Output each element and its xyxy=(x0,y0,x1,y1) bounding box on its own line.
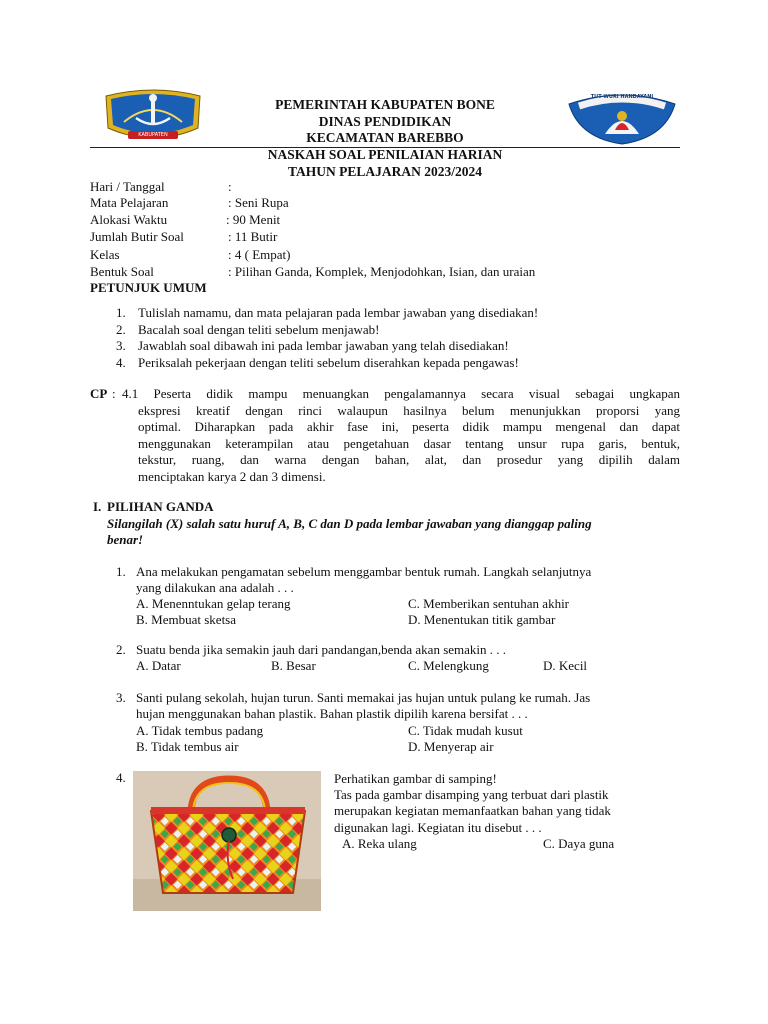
option-a[interactable]: A. Reka ulang xyxy=(342,836,417,851)
cp-colon: : xyxy=(112,386,116,401)
section-number: I. xyxy=(93,499,102,514)
cp-line: tekstur, ruang, dan warna dengan bahan, alat, dan prosedur yang dipilih dalam xyxy=(138,452,680,467)
option-a[interactable]: A. Datar xyxy=(136,658,181,673)
cp-line: 4.1 Peserta didik mampu menuangkan pengalamannya secara visual sebagai ungkapan xyxy=(122,386,680,401)
question-number: 1. xyxy=(116,564,126,579)
info-value: : 11 Butir xyxy=(228,229,278,244)
header-line-4: NASKAH SOAL PENILAIAN HARIAN xyxy=(267,147,503,162)
question-text: Santi pulang sekolah, hujan turun. Santi memakai jas hujan untuk pulang ke rumah. Jas xyxy=(136,690,591,705)
header-line-3: KECAMATAN BAREBBO xyxy=(306,130,464,145)
info-value: : 4 ( Empat) xyxy=(228,247,291,262)
info-label: Kelas xyxy=(90,247,120,262)
question-text: Perhatikan gambar di samping! xyxy=(334,771,497,786)
section-title: PILIHAN GANDA xyxy=(107,499,214,514)
option-a[interactable]: A. Menenntukan gelap terang xyxy=(136,596,291,611)
option-c[interactable]: C. Tidak mudah kusut xyxy=(408,723,523,738)
option-b[interactable]: B. Tidak tembus air xyxy=(136,739,239,754)
petunjuk-num: 4. xyxy=(116,355,126,370)
petunjuk-text: Jawablah soal dibawah ini pada lembar jawaban yang telah disediakan! xyxy=(138,338,509,353)
option-c[interactable]: C. Melengkung xyxy=(408,658,489,673)
cp-line: optimal. Diharapkan pada akhir fase ini, peserta didik mampu mengenal dan dapat xyxy=(138,419,680,434)
info-value: : Pilihan Ganda, Komplek, Menjodohkan, Isian, dan uraian xyxy=(228,264,536,279)
option-b[interactable]: B. Membuat sketsa xyxy=(136,612,237,627)
header-line-1: PEMERINTAH KABUPATEN BONE xyxy=(275,97,495,112)
info-value: : xyxy=(228,179,232,194)
question-number: 2. xyxy=(116,642,126,657)
cp-line: menggunakan keterampilan atau pengetahuan dasar tentang unsur rupa garis, bentuk, xyxy=(138,436,680,451)
right-logo-text: TUT WURI HANDAYANI xyxy=(590,94,654,100)
kabupaten-bone-logo xyxy=(100,88,206,144)
option-d[interactable]: D. Menyerap air xyxy=(408,739,494,754)
question-number: 3. xyxy=(116,690,126,705)
info-label: Jumlah Butir Soal xyxy=(90,229,184,244)
option-d[interactable]: D. Menentukan titik gambar xyxy=(408,612,556,627)
option-b[interactable]: B. Besar xyxy=(271,658,316,673)
info-value: : 90 Menit xyxy=(226,212,281,227)
question-text: hujan menggunakan bahan plastik. Bahan plastik dipilih karena bersifat . . . xyxy=(136,706,528,721)
header-line-5: TAHUN PELAJARAN 2023/2024 xyxy=(287,164,482,179)
cp-line: menciptakan karya 2 dan 3 dimensi. xyxy=(138,469,326,484)
option-d[interactable]: D. Kecil xyxy=(543,658,588,673)
petunjuk-title: PETUNJUK UMUM xyxy=(90,280,207,295)
question-number: 4. xyxy=(116,770,126,785)
info-value: : Seni Rupa xyxy=(228,195,289,210)
petunjuk-num: 3. xyxy=(116,338,126,353)
question-text: Ana melakukan pengamatan sebelum menggambar bentuk rumah. Langkah selanjutnya xyxy=(136,564,592,579)
option-c[interactable]: C. Memberikan sentuhan akhir xyxy=(408,596,570,611)
option-a[interactable]: A. Tidak tembus padang xyxy=(136,723,264,738)
petunjuk-text: Periksalah pekerjaan dengan teliti sebelum diserahkan kepada pengawas! xyxy=(138,355,519,370)
question-text: digunakan lagi. Kegiatan itu disebut . . . xyxy=(334,820,542,835)
woven-plastic-bag-image xyxy=(133,771,321,911)
option-c[interactable]: C. Daya guna xyxy=(543,836,615,851)
cp-label: CP xyxy=(90,386,108,401)
info-label: Bentuk Soal xyxy=(90,264,154,279)
petunjuk-num: 2. xyxy=(116,322,126,337)
tut-wuri-handayani-logo xyxy=(565,86,679,146)
info-label: Hari / Tanggal xyxy=(90,179,165,194)
info-label: Mata Pelajaran xyxy=(90,195,169,210)
petunjuk-num: 1. xyxy=(116,305,126,320)
header-line-2: DINAS PENDIDIKAN xyxy=(318,114,452,129)
left-logo-text: KABUPATEN BONE xyxy=(138,132,168,146)
question-text: merupakan kegiatan memanfaatkan bahan yang tidak xyxy=(334,803,611,818)
petunjuk-text: Tulislah namamu, dan mata pelajaran pada lembar jawaban yang disediakan! xyxy=(138,305,539,320)
petunjuk-text: Bacalah soal dengan teliti sebelum menjawab! xyxy=(138,322,380,337)
question-text: yang dilakukan ana adalah . . . xyxy=(136,580,294,595)
cp-line: ekspresi kreatif dengan rinci walaupun hasilnya belum menunjukkan proporsi yang xyxy=(138,403,680,418)
question-text: Tas pada gambar disamping yang terbuat dari plastik xyxy=(334,787,609,802)
question-text: Suatu benda jika semakin jauh dari pandangan,benda akan semakin . . . xyxy=(136,642,507,657)
section-instruction: Silangilah (X) salah satu huruf A, B, C dan D pada lembar jawaban yang dianggap paling xyxy=(107,516,592,531)
section-instruction: benar! xyxy=(107,532,144,547)
info-label: Alokasi Waktu xyxy=(90,212,168,227)
